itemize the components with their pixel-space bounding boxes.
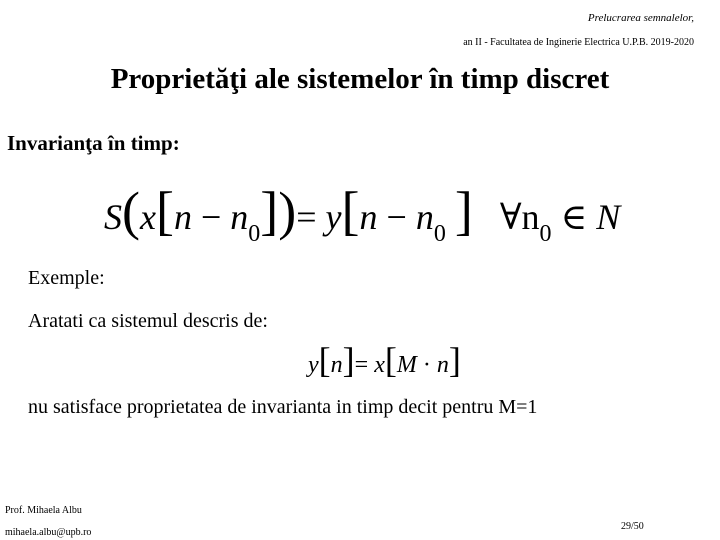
formula-bracket-close-2: ] <box>454 181 473 241</box>
section-subtitle: Invarianţa în timp: <box>7 131 180 155</box>
example-bracket-close-2: ] <box>448 340 461 380</box>
conclusion-text: nu satisface proprietatea de invarianta in timp decit pentru M=1 <box>28 396 538 418</box>
formula-minus: − <box>200 197 222 237</box>
examples-label: Exemple: <box>28 267 105 289</box>
example-equals: = <box>354 352 369 378</box>
formula-subscript-0-3: 0 <box>539 221 552 247</box>
example-symbol-n: n <box>330 352 343 378</box>
example-system-formula <box>308 337 461 383</box>
formula-equals: = <box>296 197 317 237</box>
example-bracket-close: ] <box>342 340 355 380</box>
example-bracket-open-2: [ <box>384 340 397 380</box>
formula-symbol-y: y <box>325 197 342 237</box>
faculty-header: an II - Facultatea de Inginerie Electrica U.P.B. 2019-2020 <box>463 37 694 48</box>
course-header: Prelucrarea semnalelor, <box>587 12 694 24</box>
example-symbol-n-2: n <box>436 352 449 378</box>
formula-bracket-close: ] <box>260 181 279 241</box>
formula-element-of: ∈ <box>560 197 588 237</box>
task-text: Aratati ca sistemul descris de: <box>28 310 268 332</box>
example-symbol-x: x <box>374 352 385 378</box>
formula-symbol-N: N <box>596 197 621 237</box>
formula-minus-2: − <box>386 197 407 237</box>
example-dot: · <box>422 352 431 378</box>
example-bracket-open: [ <box>318 340 331 380</box>
formula-paren-open: ( <box>122 181 140 241</box>
formula-subscript-0-2: 0 <box>433 221 446 247</box>
footer-email: mihaela.albu@upb.ro <box>5 527 92 538</box>
slide-title: Proprietăţi ale sistemelor în timp discret <box>110 63 610 95</box>
example-symbol-y: y <box>308 352 319 378</box>
page-number: 29/50 <box>621 521 644 532</box>
formula-symbol-n0: n <box>230 197 249 237</box>
formula-forall: ∀n <box>499 197 540 237</box>
formula-bracket-open: [ <box>155 181 174 241</box>
formula-subscript-0: 0 <box>248 221 261 247</box>
example-symbol-M: M <box>396 352 417 378</box>
formula-symbol-n0-2: n <box>415 197 434 237</box>
formula-symbol-n-2: n <box>359 197 378 237</box>
formula-paren-close: ) <box>278 181 297 241</box>
formula-bracket-open-2: [ <box>341 181 360 241</box>
formula-symbol-n: n <box>173 197 192 237</box>
footer-author: Prof. Mihaela Albu <box>5 505 82 516</box>
formula-symbol-S: S <box>104 197 122 237</box>
formula-symbol-x: x <box>139 197 156 237</box>
time-invariance-formula <box>104 176 664 246</box>
